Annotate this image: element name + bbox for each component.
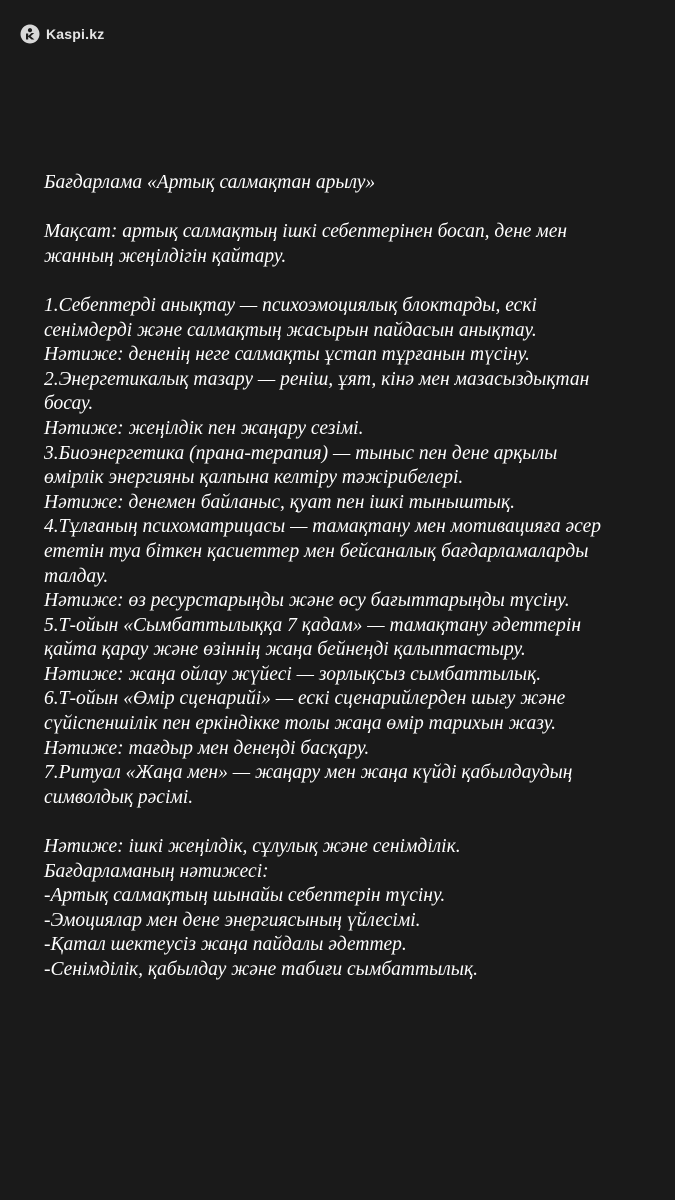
brand-name: Kaspi.kz bbox=[46, 26, 105, 42]
step-line: сенімдерді және салмақтың жасырын пайдасын анықтау. bbox=[44, 319, 537, 341]
step-line: сүйіспеншілік пен еркіндікке толы жаңа өмір тарихын жазу. bbox=[44, 713, 556, 735]
program-text bbox=[44, 171, 644, 983]
goal-line: жанның жеңілдігін қайтару. bbox=[44, 245, 287, 267]
goal-line: Мақсат: артық салмақтың ішкі себептерінен босап, дене мен bbox=[44, 221, 568, 243]
program-title: Бағдарлама «Артық салмақтан арылу» bbox=[44, 172, 376, 193]
step-result-line: Нәтиже: жаңа ойлау жүйесі — зорлықсыз сымбаттылық. bbox=[44, 663, 542, 685]
step-line: ететін туа біткен қасиеттер мен бейсаналық бағдарламаларды bbox=[44, 540, 589, 562]
summary-line: -Қатал шектеусіз жаңа пайдалы әдеттер. bbox=[44, 934, 407, 956]
step-line: 6.Т-ойын «Өмір сценарийі» — ескі сценарийлерден шығу және bbox=[44, 688, 566, 710]
step-line: 7.Ритуал «Жаңа мен» — жаңару мен жаңа күйді қабылдаудың bbox=[44, 762, 573, 784]
step-line: талдау. bbox=[44, 565, 109, 587]
summary-line: -Артық салмақтың шынайы себептерін түсіну. bbox=[44, 885, 446, 907]
summary-line: -Сенімділік, қабылдау және табиғи сымбаттылық. bbox=[44, 959, 478, 980]
step-line: 1.Себептерді анықтау — психоэмоциялық блоктарды, ескі bbox=[44, 294, 537, 316]
kaspi-logo-icon bbox=[20, 24, 40, 44]
step-result-line: Нәтиже: өз ресурстарыңды және өсу бағыттарыңды түсіну. bbox=[44, 590, 570, 612]
step-line: 2.Энергетикалық тазару — реніш, ұят, кінә мен мазасыздықтан bbox=[44, 368, 590, 390]
step-line: 5.Т-ойын «Сымбаттылыққа 7 қадам» — тамақтану әдеттерін bbox=[44, 614, 582, 636]
step-result-line: Нәтиже: дененің неге салмақты ұстап тұрғанын түсіну. bbox=[44, 344, 530, 366]
step-line: символдық рәсімі. bbox=[44, 786, 194, 808]
step-line: өмірлік энергияны қалпына келтіру тәжірибелері. bbox=[44, 467, 464, 489]
step-line: 4.Тұлғаның психоматрицасы — тамақтану мен мотивацияға әсер bbox=[44, 516, 601, 538]
step-line: босау. bbox=[44, 393, 94, 415]
summary-line: Нәтиже: ішкі жеңілдік, сұлулық және сенімділік. bbox=[44, 836, 461, 858]
app-header bbox=[20, 24, 104, 44]
step-line: қайта қарау және өзіннің жаңа бейнеңді қалыптастыру. bbox=[44, 639, 526, 661]
step-line: 3.Биоэнергетика (прана-терапия) — тыныс пен дене арқылы bbox=[44, 442, 558, 464]
step-result-line: Нәтиже: денемен байланыс, қуат пен ішкі тыныштық. bbox=[44, 491, 515, 513]
step-result-line: Нәтиже: жеңілдік пен жаңару сезімі. bbox=[44, 417, 364, 439]
summary-line: -Эмоциялар мен дене энергиясының үйлесімі. bbox=[44, 909, 421, 931]
spacer bbox=[44, 196, 644, 221]
spacer bbox=[44, 810, 644, 835]
step-result-line: Нәтиже: тағдыр мен денеңді басқару. bbox=[44, 737, 370, 759]
spacer bbox=[44, 269, 644, 294]
summary-line: Бағдарламаның нәтижесі: bbox=[44, 860, 269, 882]
